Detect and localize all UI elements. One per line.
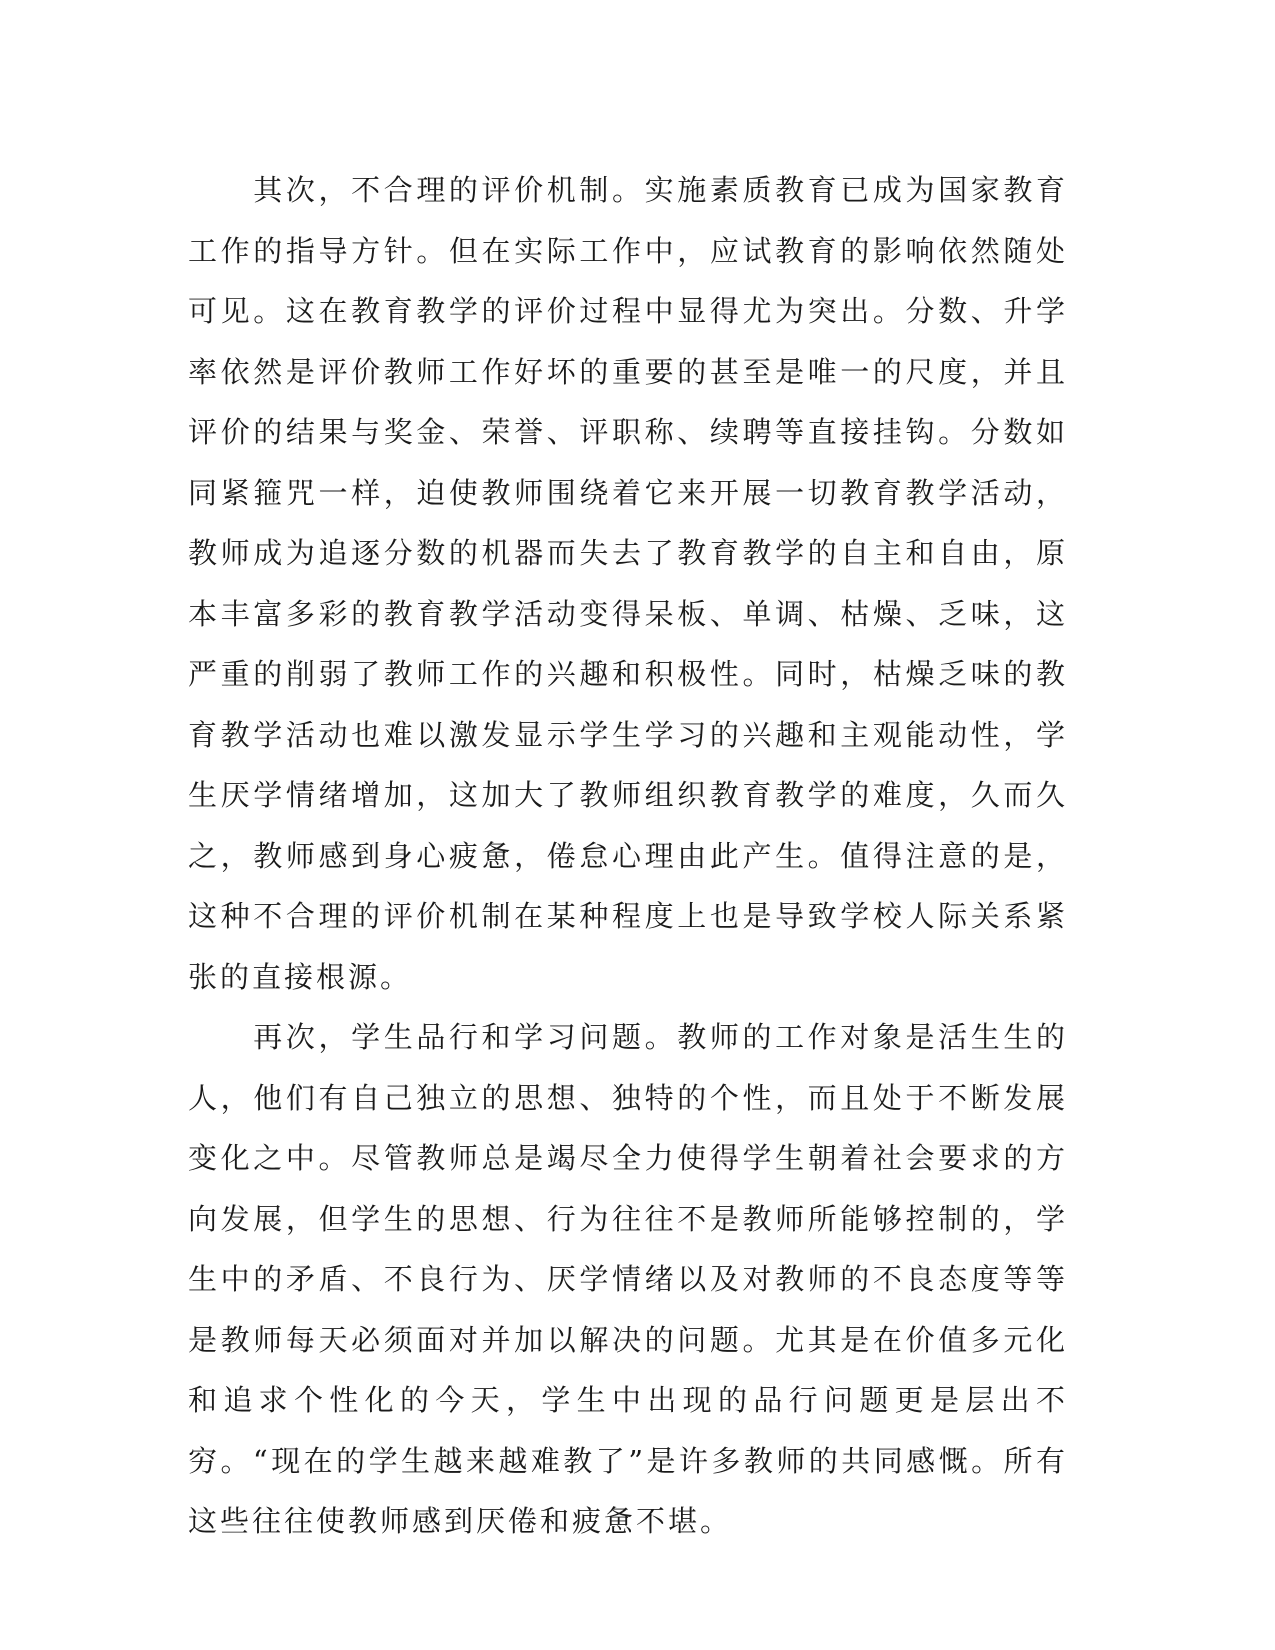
document-body — [188, 160, 1068, 1552]
paragraph-evaluation-mechanism: 其次，不合理的评价机制。实施素质教育已成为国家教育工作的指导方针。但在实际工作中，应试教育的影响依然随处可见。这在教育教学的评价过程中显得尤为突出。分数、升学率依然是评价教师工作好坏的重要的甚至是唯一的尺度，并且评价的结果与奖金、荣誉、评职称、续聘等直接挂钩。分数如同紧箍咒一样，迫使教师围绕着它来开展一切教育教学活动，教师成为追逐分数的机器而失去了教育教学的自主和自由，原本丰富多彩的教育教学活动变得呆板、单调、枯燥、乏味，这严重的削弱了教师工作的兴趣和积极性。同时，枯燥乏味的教育教学活动也难以激发显示学生学习的兴趣和主观能动性，学生厌学情绪增加，这加大了教师组织教育教学的难度，久而久之，教师感到身心疲惫，倦怠心理由此产生。值得注意的是，这种不合理的评价机制在某种程度上也是导致学校人际关系紧张的直接根源。 — [188, 173, 1068, 994]
paragraph-student-issues: 再次，学生品行和学习问题。教师的工作对象是活生生的人，他们有自己独立的思想、独特的个性，而且处于不断发展变化之中。尽管教师总是竭尽全力使得学生朝着社会要求的方向发展，但学生的思想、行为往往不是教师所能够控制的，学生中的矛盾、不良行为、厌学情绪以及对教师的不良态度等等是教师每天必须面对并加以解决的问题。尤其是在价值多元化和追求个性化的今天，学生中出现的品行问题更是层出不穷。“现在的学生越来越难教了”是许多教师的共同感慨。所有这些往往使教师感到厌倦和疲惫不堪。 — [188, 1020, 1068, 1538]
